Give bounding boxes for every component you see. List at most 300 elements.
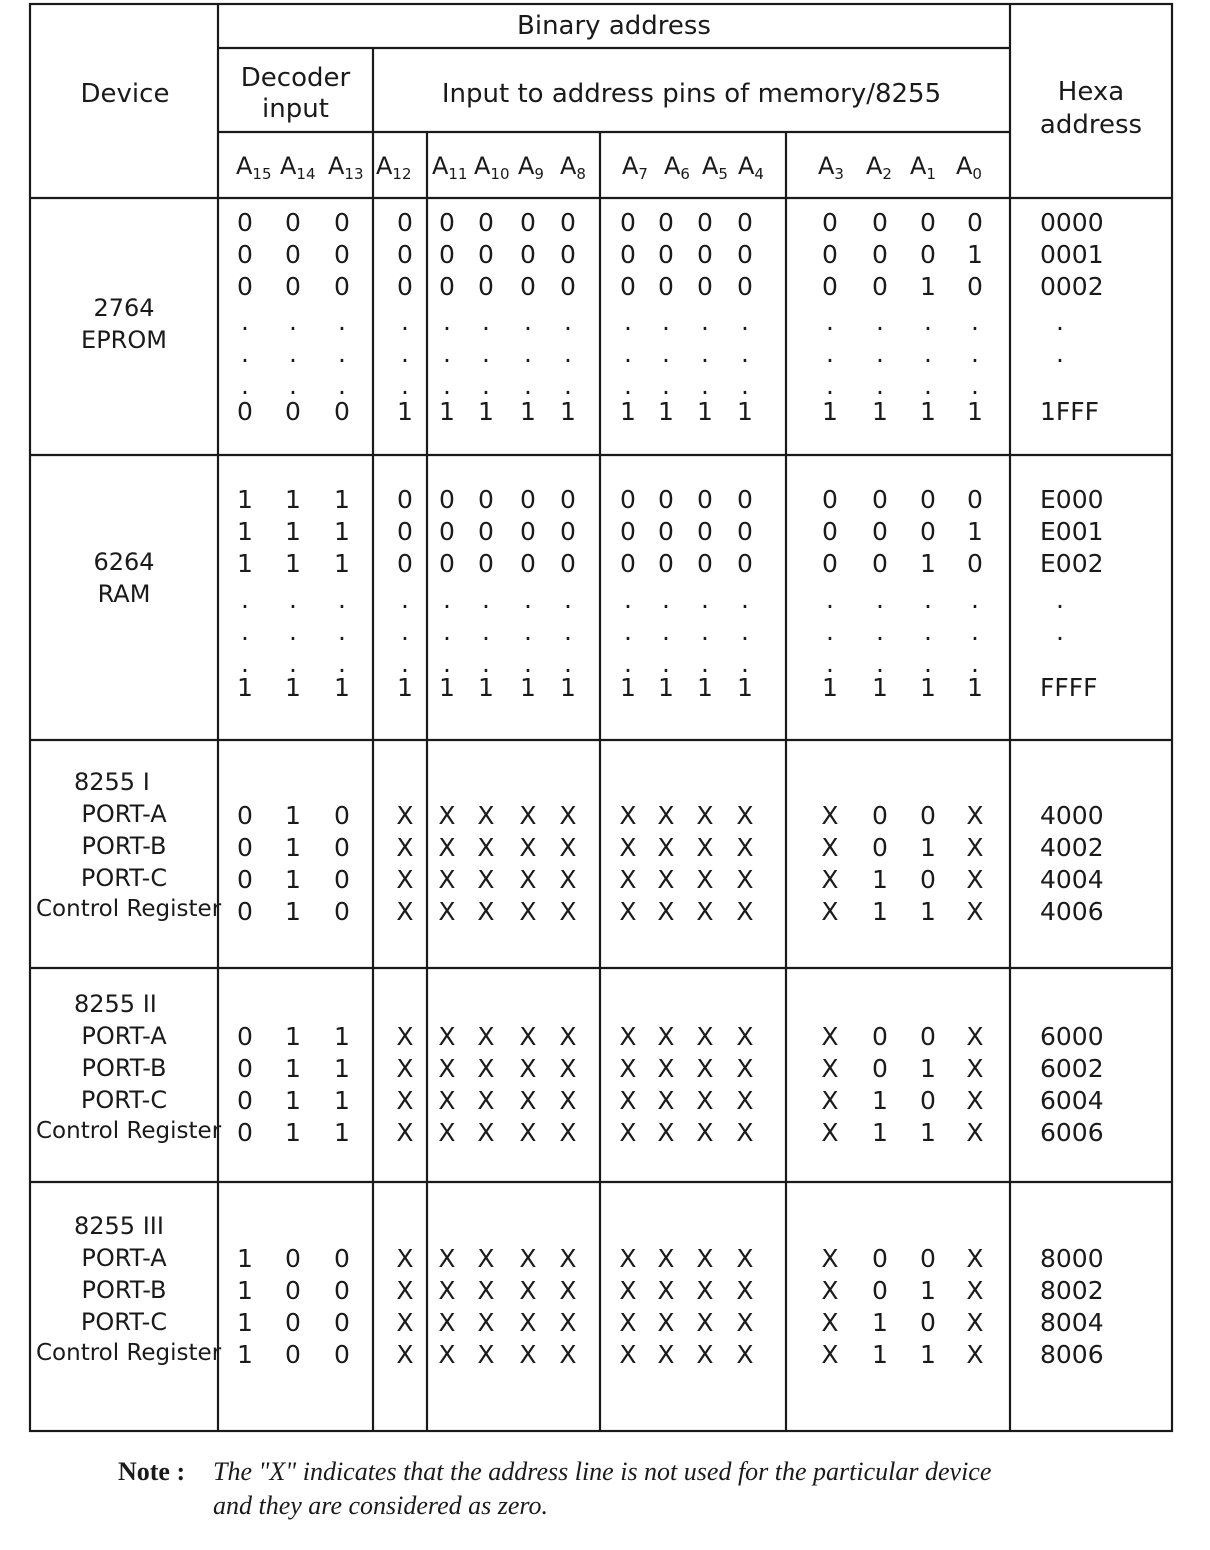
pin-header-a12: $A_{12}$ bbox=[376, 152, 412, 183]
bit-cell: . bbox=[826, 371, 834, 400]
bit-cell: X bbox=[619, 1054, 637, 1083]
bit-cell: X bbox=[559, 1340, 577, 1369]
bit-cell: . bbox=[826, 649, 834, 678]
bit-cell: 1 bbox=[285, 517, 301, 546]
bit-cell: X bbox=[396, 1276, 414, 1305]
bit-cell: 1 bbox=[285, 549, 301, 578]
bit-cell: X bbox=[396, 801, 414, 830]
bit-cell: . bbox=[338, 649, 346, 678]
bit-cell: 1 bbox=[478, 397, 494, 426]
bit-cell: 0 bbox=[520, 549, 536, 578]
bit-cell: X bbox=[396, 1054, 414, 1083]
bit-cell: 0 bbox=[697, 272, 713, 301]
bit-cell: X bbox=[519, 1276, 537, 1305]
bit-cell: . bbox=[241, 585, 249, 614]
bit-cell: X bbox=[657, 801, 675, 830]
bit-cell: . bbox=[924, 307, 932, 336]
bit-cell: 0 bbox=[920, 1086, 936, 1115]
bit-cell: . bbox=[876, 307, 884, 336]
bit-cell: 1 bbox=[334, 1054, 350, 1083]
bit-cell: X bbox=[559, 865, 577, 894]
pin-header-a6: $A_6$ bbox=[664, 152, 690, 183]
bit-cell: 1 bbox=[920, 272, 936, 301]
hex-address-cell: . bbox=[1056, 585, 1064, 614]
bit-cell: 0 bbox=[560, 549, 576, 578]
hex-address-cell: E000 bbox=[1040, 485, 1104, 514]
hex-address-cell: 8006 bbox=[1040, 1340, 1104, 1369]
bit-cell: . bbox=[524, 617, 532, 646]
bit-cell: 0 bbox=[237, 1054, 253, 1083]
bit-cell: X bbox=[966, 865, 984, 894]
bit-cell: 0 bbox=[285, 1276, 301, 1305]
bit-cell: 1 bbox=[285, 1054, 301, 1083]
bit-cell: X bbox=[477, 1054, 495, 1083]
hexa-address-header-line2: address bbox=[1039, 110, 1143, 140]
bit-cell: 0 bbox=[334, 240, 350, 269]
pin-header-a8: $A_8$ bbox=[560, 152, 586, 183]
bit-cell: 0 bbox=[237, 397, 253, 426]
bit-cell: X bbox=[736, 1340, 754, 1369]
bit-cell: . bbox=[826, 585, 834, 614]
bit-cell: . bbox=[741, 307, 749, 336]
bit-cell: X bbox=[696, 1276, 714, 1305]
bit-cell: . bbox=[971, 585, 979, 614]
bit-cell: X bbox=[821, 1086, 839, 1115]
bit-cell: X bbox=[696, 833, 714, 862]
bit-cell: 0 bbox=[872, 833, 888, 862]
bit-cell: X bbox=[559, 801, 577, 830]
bit-cell: 0 bbox=[697, 208, 713, 237]
bit-cell: 0 bbox=[658, 272, 674, 301]
bit-cell: X bbox=[736, 1086, 754, 1115]
bit-cell: 1 bbox=[237, 1244, 253, 1273]
bit-cell: 0 bbox=[237, 1118, 253, 1147]
bit-cell: X bbox=[438, 1276, 456, 1305]
bit-cell: X bbox=[438, 865, 456, 894]
bit-cell: X bbox=[477, 1086, 495, 1115]
note-label: Note : bbox=[118, 1457, 186, 1486]
device-name: 6264 bbox=[93, 548, 155, 576]
bit-cell: . bbox=[876, 617, 884, 646]
bit-cell: . bbox=[289, 585, 297, 614]
bit-cell: X bbox=[519, 1118, 537, 1147]
bit-cell: . bbox=[524, 649, 532, 678]
device-port-label: Control Register bbox=[36, 1340, 222, 1366]
bit-cell: 0 bbox=[872, 1244, 888, 1273]
bit-cell: X bbox=[477, 1244, 495, 1273]
bit-cell: X bbox=[821, 1340, 839, 1369]
bit-cell: X bbox=[696, 1086, 714, 1115]
bit-cell: 0 bbox=[439, 517, 455, 546]
bit-cell: X bbox=[396, 1022, 414, 1051]
bit-cell: 0 bbox=[560, 485, 576, 514]
bit-cell: . bbox=[924, 649, 932, 678]
bit-cell: 0 bbox=[478, 240, 494, 269]
bit-cell: 0 bbox=[737, 549, 753, 578]
bit-cell: 0 bbox=[920, 801, 936, 830]
pin-header-a0: $A_0$ bbox=[956, 152, 982, 183]
bit-cell: 0 bbox=[520, 485, 536, 514]
bit-cell: 0 bbox=[520, 240, 536, 269]
bit-cell: X bbox=[696, 1054, 714, 1083]
bit-cell: . bbox=[564, 617, 572, 646]
bit-cell: 0 bbox=[872, 272, 888, 301]
bit-cell: X bbox=[619, 1118, 637, 1147]
device-name: 8255 III bbox=[74, 1212, 164, 1240]
bit-cell: . bbox=[482, 617, 490, 646]
bit-cell: X bbox=[477, 833, 495, 862]
bit-cell: 0 bbox=[872, 1054, 888, 1083]
bit-cell: 0 bbox=[397, 485, 413, 514]
bit-cell: . bbox=[443, 371, 451, 400]
bit-cell: 0 bbox=[822, 208, 838, 237]
bit-cell: X bbox=[519, 1340, 537, 1369]
bit-cell: . bbox=[564, 649, 572, 678]
bit-cell: . bbox=[401, 371, 409, 400]
bit-cell: . bbox=[482, 371, 490, 400]
bit-cell: 0 bbox=[237, 1022, 253, 1051]
bit-cell: 0 bbox=[334, 1308, 350, 1337]
bit-cell: 0 bbox=[737, 485, 753, 514]
bit-cell: . bbox=[524, 371, 532, 400]
bit-cell: . bbox=[524, 585, 532, 614]
bit-cell: . bbox=[401, 307, 409, 336]
bit-cell: X bbox=[966, 1022, 984, 1051]
bit-cell: 0 bbox=[658, 517, 674, 546]
device-port-label: PORT-A bbox=[81, 1244, 167, 1272]
bit-cell: X bbox=[736, 865, 754, 894]
bit-cell: 0 bbox=[237, 208, 253, 237]
bit-cell: 1 bbox=[872, 397, 888, 426]
bit-cell: 1 bbox=[285, 485, 301, 514]
bit-cell: X bbox=[519, 1086, 537, 1115]
hex-address-cell: 4004 bbox=[1040, 865, 1104, 894]
bit-cell: X bbox=[821, 1118, 839, 1147]
bit-cell: . bbox=[924, 617, 932, 646]
bit-cell: 0 bbox=[872, 517, 888, 546]
bit-cell: . bbox=[701, 649, 709, 678]
bit-cell: . bbox=[564, 585, 572, 614]
bit-cell: 1 bbox=[237, 1340, 253, 1369]
bit-cell: . bbox=[971, 649, 979, 678]
bit-cell: 1 bbox=[285, 1118, 301, 1147]
bit-cell: X bbox=[438, 1054, 456, 1083]
bit-cell: 0 bbox=[872, 801, 888, 830]
bit-cell: 1 bbox=[285, 673, 301, 702]
pin-header-a2: $A_2$ bbox=[866, 152, 892, 183]
bit-cell: . bbox=[662, 371, 670, 400]
bit-cell: . bbox=[524, 307, 532, 336]
bit-cell: 1 bbox=[397, 397, 413, 426]
bit-cell: 0 bbox=[737, 272, 753, 301]
bit-cell: . bbox=[289, 649, 297, 678]
bit-cell: . bbox=[241, 649, 249, 678]
bit-cell: X bbox=[438, 897, 456, 926]
bit-cell: X bbox=[477, 1276, 495, 1305]
bit-cell: . bbox=[443, 617, 451, 646]
bit-cell: X bbox=[519, 1308, 537, 1337]
bit-cell: X bbox=[396, 1118, 414, 1147]
bit-cell: X bbox=[477, 897, 495, 926]
hex-address-cell: . bbox=[1056, 307, 1064, 336]
bit-cell: X bbox=[966, 833, 984, 862]
bit-cell: . bbox=[876, 371, 884, 400]
bit-cell: 0 bbox=[920, 1022, 936, 1051]
device-port-label: PORT-B bbox=[81, 1276, 167, 1304]
bit-cell: . bbox=[971, 371, 979, 400]
bit-cell: 1 bbox=[334, 1086, 350, 1115]
bit-cell: 1 bbox=[967, 673, 983, 702]
bit-cell: X bbox=[966, 1276, 984, 1305]
bit-cell: X bbox=[966, 801, 984, 830]
bit-cell: X bbox=[559, 1086, 577, 1115]
bit-cell: . bbox=[741, 339, 749, 368]
bit-cell: 0 bbox=[397, 549, 413, 578]
bit-cell: 0 bbox=[285, 208, 301, 237]
bit-cell: 0 bbox=[872, 1022, 888, 1051]
bit-cell: . bbox=[701, 617, 709, 646]
bit-cell: X bbox=[821, 801, 839, 830]
bit-cell: X bbox=[559, 1118, 577, 1147]
bit-cell: X bbox=[396, 1340, 414, 1369]
bit-cell: X bbox=[477, 865, 495, 894]
bit-cell: 0 bbox=[334, 1340, 350, 1369]
bit-cell: . bbox=[924, 371, 932, 400]
hex-address-cell: 4002 bbox=[1040, 833, 1104, 862]
hex-address-cell: 6006 bbox=[1040, 1118, 1104, 1147]
bit-cell: . bbox=[289, 339, 297, 368]
bit-cell: 0 bbox=[397, 272, 413, 301]
bit-cell: X bbox=[966, 1118, 984, 1147]
bit-cell: 0 bbox=[967, 272, 983, 301]
device-port-label: PORT-B bbox=[81, 1054, 167, 1082]
bit-cell: X bbox=[619, 833, 637, 862]
bit-cell: 0 bbox=[822, 240, 838, 269]
hexa-address-header-line1: Hexa bbox=[1057, 77, 1125, 107]
bit-cell: X bbox=[696, 865, 714, 894]
device-port-label: PORT-A bbox=[81, 800, 167, 828]
bit-cell: X bbox=[396, 1308, 414, 1337]
bit-cell: . bbox=[338, 339, 346, 368]
bit-cell: . bbox=[924, 339, 932, 368]
bit-cell: 1 bbox=[237, 673, 253, 702]
bit-cell: 1 bbox=[285, 1022, 301, 1051]
bit-cell: 1 bbox=[237, 1308, 253, 1337]
bit-cell: 1 bbox=[334, 1118, 350, 1147]
bit-cell: 0 bbox=[967, 485, 983, 514]
bit-cell: 0 bbox=[560, 517, 576, 546]
bit-cell: X bbox=[477, 801, 495, 830]
bit-cell: 0 bbox=[822, 272, 838, 301]
bit-cell: 1 bbox=[822, 397, 838, 426]
bit-cell: X bbox=[736, 801, 754, 830]
bit-cell: 1 bbox=[237, 485, 253, 514]
binary-address-header: Binary address bbox=[517, 11, 711, 41]
pin-header-a3: $A_3$ bbox=[818, 152, 844, 183]
bit-cell: 0 bbox=[920, 240, 936, 269]
bit-cell: . bbox=[289, 617, 297, 646]
bit-cell: X bbox=[966, 1086, 984, 1115]
bit-cell: . bbox=[701, 339, 709, 368]
bit-cell: 1 bbox=[920, 1340, 936, 1369]
bit-cell: . bbox=[624, 339, 632, 368]
bit-cell: X bbox=[821, 897, 839, 926]
bit-cell: . bbox=[701, 371, 709, 400]
bit-cell: X bbox=[657, 1086, 675, 1115]
bit-cell: 1 bbox=[439, 397, 455, 426]
bit-cell: 1 bbox=[697, 673, 713, 702]
bit-cell: 1 bbox=[520, 397, 536, 426]
pin-header-a5: $A_5$ bbox=[702, 152, 728, 183]
bit-cell: 1 bbox=[560, 673, 576, 702]
bit-cell: 0 bbox=[872, 1276, 888, 1305]
bit-cell: . bbox=[876, 649, 884, 678]
pin-header-a9: $A_9$ bbox=[518, 152, 544, 183]
bit-cell: . bbox=[662, 649, 670, 678]
bit-cell: 1 bbox=[285, 897, 301, 926]
bit-cell: 0 bbox=[737, 240, 753, 269]
bit-cell: X bbox=[736, 1054, 754, 1083]
bit-cell: 1 bbox=[285, 865, 301, 894]
device-port-label: RAM bbox=[97, 580, 151, 608]
hex-address-cell: 8000 bbox=[1040, 1244, 1104, 1273]
bit-cell: 1 bbox=[872, 1340, 888, 1369]
note-text-line2: and they are considered as zero. bbox=[213, 1491, 549, 1520]
device-port-label: PORT-C bbox=[80, 1308, 168, 1336]
bit-cell: 0 bbox=[478, 485, 494, 514]
hex-address-cell: 8002 bbox=[1040, 1276, 1104, 1305]
bit-cell: X bbox=[821, 1054, 839, 1083]
bit-cell: X bbox=[966, 1308, 984, 1337]
bit-cell: X bbox=[821, 865, 839, 894]
bit-cell: 0 bbox=[967, 549, 983, 578]
device-port-label: PORT-B bbox=[81, 832, 167, 860]
bit-cell: 1 bbox=[872, 1308, 888, 1337]
bit-cell: X bbox=[438, 1340, 456, 1369]
hex-address-cell: 6002 bbox=[1040, 1054, 1104, 1083]
bit-cell: 1 bbox=[737, 397, 753, 426]
bit-cell: 1 bbox=[560, 397, 576, 426]
bit-cell: 1 bbox=[737, 673, 753, 702]
bit-cell: X bbox=[559, 1308, 577, 1337]
bit-cell: 1 bbox=[872, 865, 888, 894]
bit-cell: 0 bbox=[620, 208, 636, 237]
bit-cell: . bbox=[624, 371, 632, 400]
bit-cell: . bbox=[624, 649, 632, 678]
bit-cell: 0 bbox=[920, 1308, 936, 1337]
bit-cell: X bbox=[619, 1022, 637, 1051]
bit-cell: 0 bbox=[920, 208, 936, 237]
bit-cell: 1 bbox=[872, 673, 888, 702]
bit-cell: 1 bbox=[439, 673, 455, 702]
bit-cell: X bbox=[736, 833, 754, 862]
hex-address-cell: 0000 bbox=[1040, 208, 1104, 237]
bit-cell: X bbox=[657, 1054, 675, 1083]
bit-cell: 0 bbox=[822, 549, 838, 578]
bit-cell: X bbox=[821, 1276, 839, 1305]
bit-cell: 0 bbox=[439, 240, 455, 269]
bit-cell: 1 bbox=[658, 673, 674, 702]
bit-cell: 0 bbox=[237, 897, 253, 926]
bit-cell: 1 bbox=[620, 397, 636, 426]
bit-cell: 0 bbox=[658, 208, 674, 237]
bit-cell: 1 bbox=[920, 673, 936, 702]
bit-cell: . bbox=[741, 617, 749, 646]
bit-cell: X bbox=[657, 1022, 675, 1051]
bit-cell: 0 bbox=[334, 208, 350, 237]
bit-cell: X bbox=[657, 833, 675, 862]
device-port-label: Control Register bbox=[36, 1118, 222, 1144]
bit-cell: X bbox=[396, 865, 414, 894]
bit-cell: . bbox=[564, 371, 572, 400]
bit-cell: X bbox=[396, 1244, 414, 1273]
bit-cell: . bbox=[401, 339, 409, 368]
bit-cell: 0 bbox=[620, 240, 636, 269]
bit-cell: 0 bbox=[920, 1244, 936, 1273]
bit-cell: 1 bbox=[520, 673, 536, 702]
bit-cell: X bbox=[438, 801, 456, 830]
bit-cell: 0 bbox=[285, 272, 301, 301]
bit-cell: 0 bbox=[285, 1340, 301, 1369]
bit-cell: X bbox=[619, 1340, 637, 1369]
device-column-header: Device bbox=[80, 79, 170, 109]
bit-cell: X bbox=[619, 1276, 637, 1305]
bit-cell: . bbox=[971, 617, 979, 646]
device-port-label: PORT-C bbox=[80, 864, 168, 892]
bit-cell: X bbox=[559, 897, 577, 926]
hex-address-cell: 8004 bbox=[1040, 1308, 1104, 1337]
bit-cell: 1 bbox=[285, 833, 301, 862]
bit-cell: 0 bbox=[520, 272, 536, 301]
decoder-input-header-line2: input bbox=[262, 94, 329, 124]
bit-cell: X bbox=[519, 1244, 537, 1273]
bit-cell: 1 bbox=[967, 240, 983, 269]
bit-cell: X bbox=[519, 1022, 537, 1051]
bit-cell: X bbox=[696, 1022, 714, 1051]
bit-cell: 0 bbox=[737, 517, 753, 546]
bit-cell: 0 bbox=[237, 833, 253, 862]
bit-cell: 1 bbox=[334, 549, 350, 578]
pin-header-a1: $A_1$ bbox=[910, 152, 936, 183]
bit-cell: 0 bbox=[822, 517, 838, 546]
pin-header-a4: $A_4$ bbox=[738, 152, 764, 183]
pin-header-a13: $A_{13}$ bbox=[328, 152, 364, 183]
bit-cell: X bbox=[396, 897, 414, 926]
bit-cell: X bbox=[736, 1244, 754, 1273]
bit-cell: 0 bbox=[872, 485, 888, 514]
bit-cell: 0 bbox=[237, 240, 253, 269]
bit-cell: X bbox=[966, 1340, 984, 1369]
bit-cell: 0 bbox=[285, 1244, 301, 1273]
pin-header-a14: $A_{14}$ bbox=[280, 152, 316, 183]
bit-cell: . bbox=[971, 339, 979, 368]
bit-cell: X bbox=[736, 897, 754, 926]
bit-cell: 1 bbox=[334, 485, 350, 514]
bit-cell: . bbox=[924, 585, 932, 614]
bit-cell: . bbox=[826, 339, 834, 368]
bit-cell: 1 bbox=[334, 1022, 350, 1051]
bit-cell: X bbox=[477, 1118, 495, 1147]
bit-cell: 0 bbox=[872, 549, 888, 578]
bit-cell: 1 bbox=[237, 549, 253, 578]
bit-cell: 0 bbox=[237, 1086, 253, 1115]
bit-cell: X bbox=[559, 1054, 577, 1083]
bit-cell: X bbox=[736, 1118, 754, 1147]
bit-cell: X bbox=[657, 1276, 675, 1305]
hex-address-cell: . bbox=[1056, 617, 1064, 646]
bit-cell: . bbox=[401, 617, 409, 646]
bit-cell: 1 bbox=[397, 673, 413, 702]
